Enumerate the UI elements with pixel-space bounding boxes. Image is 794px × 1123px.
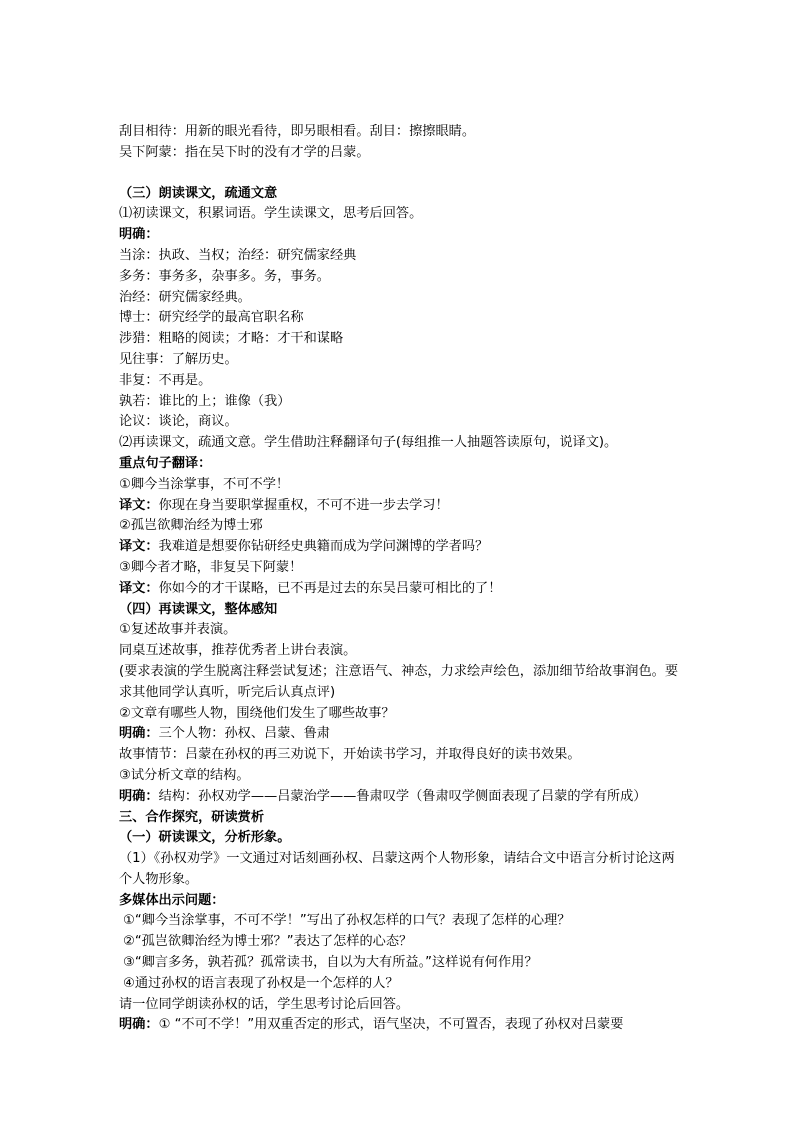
question-line: ④通过孙权的语言表现了孙权是一个怎样的人？ bbox=[123, 975, 399, 991]
body-line: 刮目相待：用新的眼光看待，即另眼相看。刮目：擦擦眼睛。 bbox=[119, 124, 476, 139]
section-heading: （四）再读课文，整体感知 bbox=[119, 601, 278, 617]
sentence-line: ②孤岂欲卿治经为博士邪 bbox=[119, 518, 263, 534]
vocab-line: 孰若：谁比的上；谁像（我） bbox=[119, 393, 291, 409]
body-line: ③试分析文章的结构。 bbox=[119, 767, 250, 783]
body-line: ⑵再读课文，疏通文意。学生借助注释翻译句子(每组推一人抽题答读原句，说译文)。 bbox=[119, 435, 618, 451]
answer-heading: 明确： bbox=[119, 227, 159, 243]
body-line: 吴下阿蒙：指在吴下时的没有才学的吕蒙。 bbox=[119, 144, 370, 160]
section-heading: （三）朗读课文，疏通文意 bbox=[119, 185, 278, 201]
vocab-line: 治经：研究儒家经典。 bbox=[119, 289, 251, 305]
body-line: ①复述故事并表演。 bbox=[119, 622, 237, 638]
vocab-line: 涉猎：粗略的阅读；才略：才干和谋略 bbox=[119, 331, 344, 347]
body-line: 请一位同学朗读孙权的话，学生思考讨论后回答。 bbox=[119, 996, 410, 1012]
document-body bbox=[119, 122, 684, 1036]
translation-line: 译文：我难道是想要你钻研经史典籍而成为学问渊博的学者吗？ bbox=[119, 539, 489, 555]
subsection-heading: 多媒体出示问题： bbox=[119, 892, 225, 908]
question-line: ②“孤岂欲卿治经为博士邪？”表达了怎样的心态？ bbox=[123, 934, 413, 950]
sentence-line: ①卿今当涂掌事，不可不学！ bbox=[119, 476, 290, 492]
body-line: 故事情节：吕蒙在孙权的再三劝说下，开始读书学习，并取得良好的读书效果。 bbox=[119, 747, 581, 763]
answer-line: 明确：① “不可不学！”用双重否定的形式，语气坚决，不可置否，表现了孙权对吕蒙要 bbox=[119, 1017, 624, 1033]
body-line: ⑴初读课文，积累词语。学生读课文，思考后回答。 bbox=[119, 206, 423, 222]
translation-line: 译文：你现在身当要职掌握重权，不可不进一步去学习！ bbox=[119, 497, 449, 513]
section-heading: 三、合作探究，研读赏析 bbox=[119, 809, 265, 825]
spacer bbox=[119, 164, 684, 184]
sentence-line: ③卿今者才略，非复吴下阿蒙！ bbox=[119, 559, 303, 575]
body-paragraph: (要求表演的学生脱离注释尝试复述；注意语气、神态，力求绘声绘色，添加细节给故事润色。要求其他同学认真听，听完后认真点评) bbox=[119, 663, 679, 700]
question-line: ①“卿今当涂掌事，不可不学！”写出了孙权怎样的口气？表现了怎样的心理？ bbox=[123, 913, 571, 929]
vocab-line: 见往事：了解历史。 bbox=[119, 351, 238, 367]
body-paragraph: （1）《孙权劝学》一文通过对话刻画孙权、吕蒙这两个人物形象，请结合文中语言分析讨论这两个人物形象。 bbox=[119, 851, 675, 887]
subsection-heading: 重点句子翻译： bbox=[119, 455, 212, 471]
body-line: ②文章有哪些人物，围绕他们发生了哪些故事？ bbox=[119, 705, 395, 721]
answer-line: 明确：三个人物：孙权、吕蒙、鲁肃 bbox=[119, 726, 330, 742]
vocab-line: 当涂：执政、当权；治经：研究儒家经典 bbox=[119, 247, 357, 263]
section-heading: （一）研读课文，分析形象。 bbox=[119, 830, 291, 846]
vocab-line: 博士：研究经学的最高官职名称 bbox=[119, 310, 304, 326]
body-line: 同桌互述故事，推荐优秀者上讲台表演。 bbox=[119, 643, 357, 659]
vocab-line: 论议：谈论，商议。 bbox=[119, 414, 238, 430]
question-line: ③“卿言多务，孰若孤？孤常读书，自以为大有所益。”这样说有何作用？ bbox=[123, 955, 538, 971]
vocab-line: 非复：不再是。 bbox=[119, 372, 212, 388]
answer-line: 明确：结构：孙权劝学——吕蒙治学——鲁肃叹学（鲁肃叹学侧面表现了吕蒙的学有所成） bbox=[119, 788, 647, 804]
vocab-line: 多务：事务多，杂事多。务，事务。 bbox=[119, 268, 330, 284]
translation-line: 译文：你如今的才干谋略，已不再是过去的东吴吕蒙可相比的了！ bbox=[119, 580, 502, 596]
